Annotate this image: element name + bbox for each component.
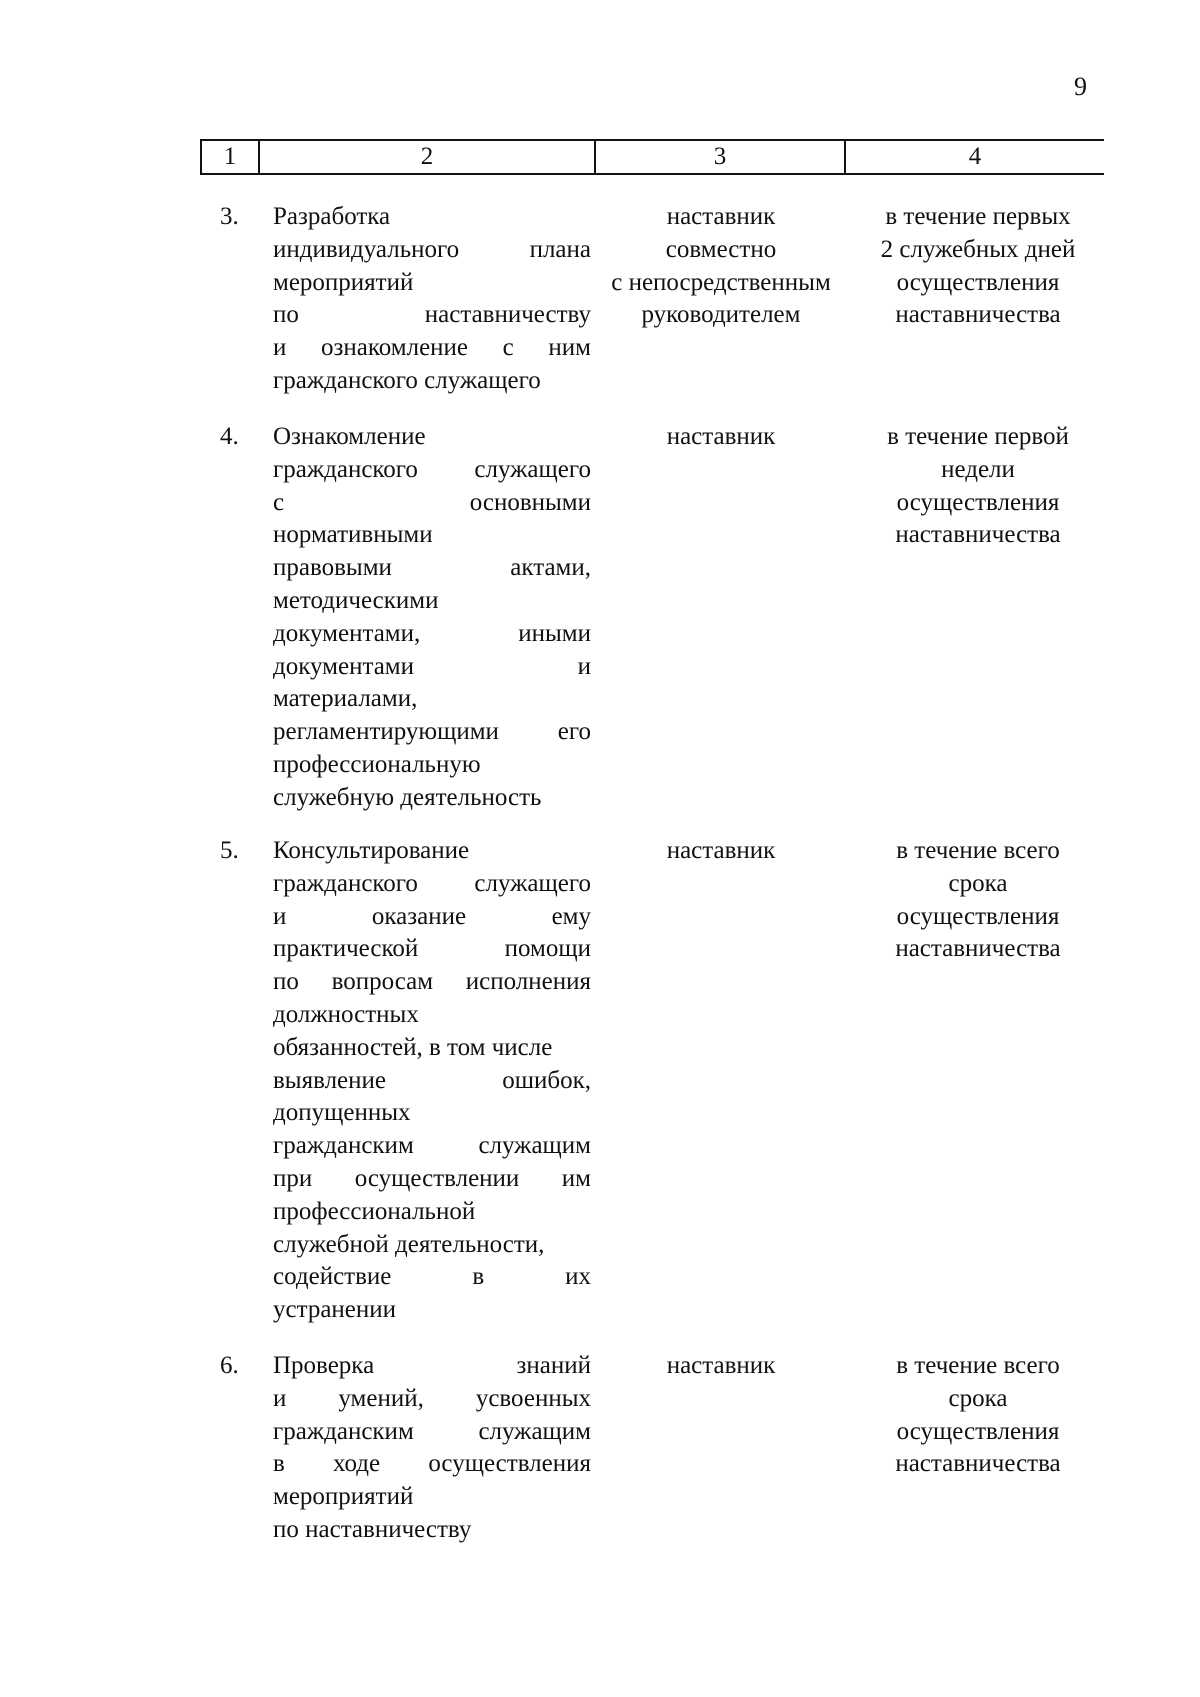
description-word: выявление	[273, 1066, 387, 1094]
description-line	[273, 1481, 591, 1514]
description-word: по	[273, 968, 299, 996]
deadline-line: в течение первой	[887, 423, 1069, 450]
activity-description	[273, 421, 591, 815]
description-line	[273, 835, 591, 868]
description-word: Консультирование	[273, 837, 470, 864]
description-line	[273, 1261, 591, 1294]
description-line	[273, 1350, 591, 1383]
header-cell-1: 1	[200, 141, 260, 173]
description-word: им	[561, 1164, 591, 1192]
description-word: ним	[548, 334, 591, 362]
description-word: актами,	[510, 554, 591, 582]
description-word: содействие	[273, 1263, 392, 1291]
deadline-line: осуществления	[896, 1417, 1060, 1445]
responsible-person	[596, 835, 846, 868]
description-line	[273, 716, 591, 749]
description-word: индивидуального	[273, 235, 460, 263]
description-line	[273, 585, 591, 618]
description-word: служащим	[478, 1132, 591, 1160]
description-word: и	[273, 1384, 287, 1412]
description-line	[273, 332, 591, 365]
description-word: устранении	[273, 1296, 397, 1324]
description-word: Проверка	[273, 1352, 375, 1379]
deadline-line: наставничества	[895, 935, 1061, 963]
description-line	[273, 1097, 591, 1130]
deadline-line: недели	[941, 455, 1015, 483]
description-word: иными	[518, 619, 591, 647]
table-header	[200, 139, 1104, 175]
responsible-line: совместно	[665, 235, 777, 263]
description-line	[273, 201, 591, 234]
description-line	[273, 683, 591, 716]
description-word: усвоенных	[475, 1384, 591, 1412]
description-word: нормативными	[273, 521, 433, 549]
description-word: практической	[273, 935, 419, 963]
description-line	[273, 1514, 591, 1547]
header-cell-2: 2	[260, 141, 596, 173]
description-word: по	[273, 301, 299, 329]
description-line	[273, 487, 591, 520]
description-line	[273, 1383, 591, 1416]
row-number: 5.	[220, 837, 239, 864]
deadline-line: в течение всего	[896, 1352, 1060, 1379]
description-line	[273, 1130, 591, 1163]
description-word: служебную деятельность	[273, 783, 542, 811]
description-word: гражданского	[273, 869, 418, 897]
description-word: допущенных	[273, 1099, 411, 1127]
deadline-line: наставничества	[895, 1450, 1061, 1478]
description-word: ознакомление	[321, 334, 469, 362]
description-word: ходе	[332, 1450, 381, 1478]
description-word: методическими	[273, 586, 439, 614]
description-line	[273, 519, 591, 552]
description-word: профессиональной	[273, 1197, 476, 1225]
description-word: обязанностей, в том числе	[273, 1033, 553, 1061]
row-number: 3.	[220, 203, 239, 230]
deadline-line: осуществления	[896, 268, 1060, 296]
responsible-line: наставник	[666, 837, 776, 864]
description-word: их	[565, 1263, 591, 1291]
header-cell-4: 4	[968, 143, 982, 170]
description-word: Ознакомление	[273, 423, 426, 450]
description-word: служащего	[474, 455, 591, 483]
deadline-line: в течение первых	[885, 203, 1071, 230]
description-word: наставничеству	[424, 301, 591, 329]
description-line	[273, 365, 591, 398]
description-word: мероприятий	[273, 268, 414, 296]
row-number: 6.	[220, 1352, 239, 1379]
deadline	[850, 201, 1106, 332]
description-word: гражданским	[273, 1417, 414, 1445]
description-line	[273, 1229, 591, 1262]
activity-description	[273, 201, 591, 398]
description-line	[273, 267, 591, 300]
description-line	[273, 1416, 591, 1449]
description-word: с	[273, 488, 285, 516]
description-word: оказание	[371, 902, 467, 930]
deadline-line: осуществления	[896, 902, 1060, 930]
description-word: и	[273, 334, 287, 362]
deadline	[850, 835, 1106, 966]
activity-description	[273, 835, 591, 1327]
description-line	[273, 999, 591, 1032]
description-word: осуществлении	[354, 1164, 520, 1192]
description-word: исполнения	[465, 968, 591, 996]
deadline-line: наставничества	[895, 301, 1061, 329]
description-line	[273, 1163, 591, 1196]
deadline-line: осуществления	[896, 488, 1060, 516]
description-line	[273, 901, 591, 934]
description-line	[273, 782, 591, 815]
description-line	[273, 651, 591, 684]
deadline-line: 2 служебных дней	[880, 235, 1076, 263]
deadline	[850, 421, 1106, 552]
description-line	[273, 966, 591, 999]
description-word: осуществления	[428, 1450, 591, 1478]
header-cell-3: 3	[596, 141, 846, 173]
responsible-line: наставник	[666, 1352, 776, 1379]
description-word: его	[557, 718, 591, 746]
description-line	[273, 868, 591, 901]
description-line	[273, 421, 591, 454]
description-word: должностных	[273, 1000, 419, 1028]
responsible-person	[596, 421, 846, 454]
description-word: регламентирующими	[273, 718, 499, 746]
description-word: документами	[273, 652, 415, 680]
description-word: профессиональную	[273, 750, 481, 778]
description-word: гражданским	[273, 1132, 414, 1160]
responsible-line: с непосредственным	[611, 268, 831, 296]
description-word: Разработка	[273, 203, 391, 230]
description-word: и	[577, 652, 591, 680]
description-word: мероприятий	[273, 1483, 414, 1511]
description-line	[273, 1065, 591, 1098]
activity-description	[273, 1350, 591, 1547]
deadline-line: наставничества	[895, 521, 1061, 549]
description-line	[273, 234, 591, 267]
responsible-line: наставник	[666, 203, 776, 230]
description-word: служащим	[478, 1417, 591, 1445]
description-word: материалами,	[273, 685, 418, 713]
description-word: основными	[469, 488, 591, 516]
description-word: гражданского	[273, 455, 418, 483]
responsible-line: наставник	[666, 423, 776, 450]
description-line	[273, 618, 591, 651]
description-word: помощи	[504, 935, 591, 963]
responsible-line: руководителем	[641, 301, 801, 329]
description-word: правовыми	[273, 554, 392, 582]
deadline-line: в течение всего	[896, 837, 1060, 864]
description-word: в	[472, 1263, 485, 1291]
description-line	[273, 552, 591, 585]
description-word: ему	[551, 902, 591, 930]
deadline	[850, 1350, 1106, 1481]
description-word: с	[502, 334, 514, 362]
description-word: умений,	[338, 1384, 424, 1412]
description-line	[273, 1294, 591, 1327]
responsible-person	[596, 1350, 846, 1383]
description-word: служащего	[474, 869, 591, 897]
deadline-line: срока	[948, 869, 1008, 897]
description-word: при	[273, 1164, 313, 1192]
page-number: 9	[1074, 72, 1087, 101]
row-number: 4.	[220, 423, 239, 450]
description-word: и	[273, 902, 287, 930]
description-word: документами,	[273, 619, 421, 647]
description-line	[273, 299, 591, 332]
description-word: ошибок,	[502, 1066, 591, 1094]
description-line	[273, 749, 591, 782]
description-line	[273, 454, 591, 487]
description-line	[273, 1032, 591, 1065]
description-line	[273, 1196, 591, 1229]
description-word: по наставничеству	[273, 1515, 472, 1543]
description-word: плана	[529, 235, 591, 263]
description-line	[273, 933, 591, 966]
deadline-line: срока	[948, 1384, 1008, 1412]
description-word: служебной деятельности,	[273, 1230, 545, 1258]
description-word: гражданского служащего	[273, 366, 541, 394]
description-line	[273, 1448, 591, 1481]
description-word: знаний	[516, 1352, 591, 1379]
description-word: в	[273, 1450, 285, 1478]
responsible-person	[596, 201, 846, 332]
description-word: вопросам	[331, 968, 434, 996]
